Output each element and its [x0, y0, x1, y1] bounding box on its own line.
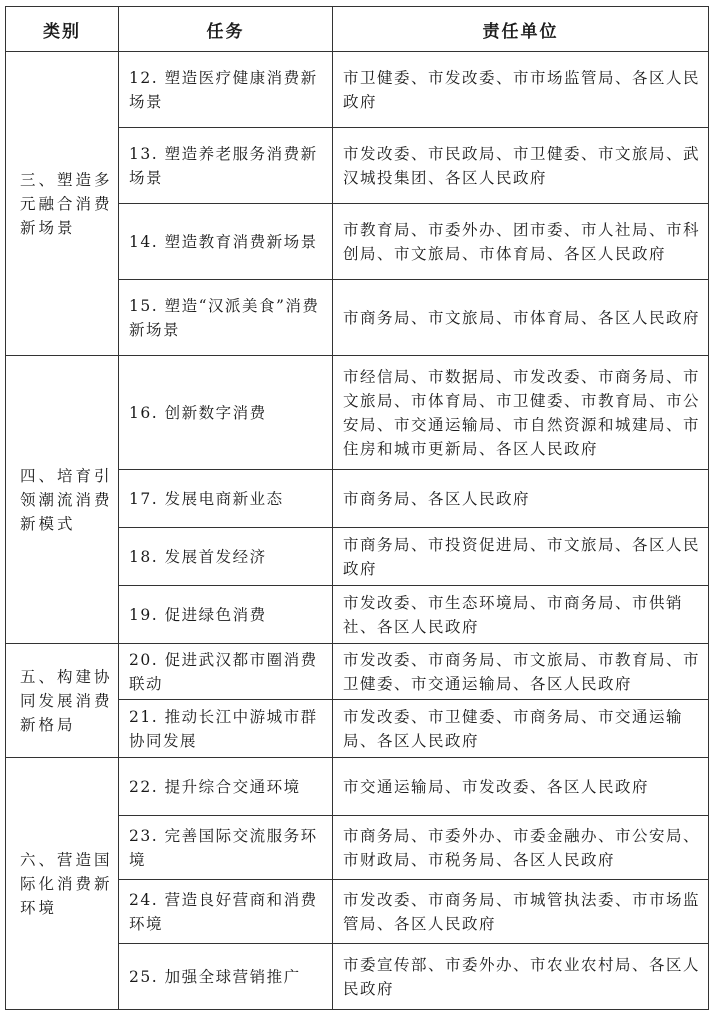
- task-cell: 13. 塑造养老服务消费新场景: [119, 128, 333, 204]
- unit-cell: 市卫健委、市发改委、市市场监管局、各区人民政府: [333, 52, 709, 128]
- header-category: 类别: [6, 7, 119, 52]
- unit-cell: 市经信局、市数据局、市发改委、市商务局、市文旅局、市体育局、市卫健委、市教育局、市公安局、市交通运输局、市自然资源和城建局、市住房和城市更新局、各区人民政府: [333, 356, 709, 470]
- task-cell: 18. 发展首发经济: [119, 528, 333, 586]
- task-cell: 21. 推动长江中游城市群协同发展: [119, 700, 333, 758]
- unit-cell: 市委宣传部、市委外办、市农业农村局、各区人民政府: [333, 944, 709, 1010]
- category-cell: 六、营造国际化消费新环境: [6, 758, 119, 1010]
- unit-cell: 市发改委、市商务局、市城管执法委、市市场监管局、各区人民政府: [333, 880, 709, 944]
- unit-cell: 市商务局、市委外办、市委金融办、市公安局、市财政局、市税务局、各区人民政府: [333, 816, 709, 880]
- task-cell: 20. 促进武汉都市圈消费联动: [119, 644, 333, 700]
- table-row: [6, 758, 709, 816]
- responsibility-table: [5, 6, 709, 1010]
- header-task: 任务: [119, 7, 333, 52]
- task-cell: 12. 塑造医疗健康消费新场景: [119, 52, 333, 128]
- unit-cell: 市商务局、市文旅局、市体育局、各区人民政府: [333, 280, 709, 356]
- table-row: [6, 644, 709, 700]
- unit-cell: 市发改委、市民政局、市卫健委、市文旅局、武汉城投集团、各区人民政府: [333, 128, 709, 204]
- table-header-row: [6, 7, 709, 52]
- header-unit: 责任单位: [333, 7, 709, 52]
- unit-cell: 市发改委、市卫健委、市商务局、市交通运输局、各区人民政府: [333, 700, 709, 758]
- unit-cell: 市发改委、市生态环境局、市商务局、市供销社、各区人民政府: [333, 586, 709, 644]
- task-cell: 23. 完善国际交流服务环境: [119, 816, 333, 880]
- unit-cell: 市商务局、市投资促进局、市文旅局、各区人民政府: [333, 528, 709, 586]
- table-row: [6, 52, 709, 128]
- category-cell: 三、塑造多元融合消费新场景: [6, 52, 119, 356]
- task-cell: 15. 塑造“汉派美食”消费新场景: [119, 280, 333, 356]
- task-cell: 25. 加强全球营销推广: [119, 944, 333, 1010]
- task-cell: 16. 创新数字消费: [119, 356, 333, 470]
- task-cell: 17. 发展电商新业态: [119, 470, 333, 528]
- task-cell: 24. 营造良好营商和消费环境: [119, 880, 333, 944]
- unit-cell: 市交通运输局、市发改委、各区人民政府: [333, 758, 709, 816]
- unit-cell: 市教育局、市委外办、团市委、市人社局、市科创局、市文旅局、市体育局、各区人民政府: [333, 204, 709, 280]
- table-row: [6, 356, 709, 470]
- task-cell: 19. 促进绿色消费: [119, 586, 333, 644]
- unit-cell: 市商务局、各区人民政府: [333, 470, 709, 528]
- unit-cell: 市发改委、市商务局、市文旅局、市教育局、市卫健委、市交通运输局、各区人民政府: [333, 644, 709, 700]
- task-cell: 14. 塑造教育消费新场景: [119, 204, 333, 280]
- task-cell: 22. 提升综合交通环境: [119, 758, 333, 816]
- category-cell: 五、构建协同发展消费新格局: [6, 644, 119, 758]
- category-cell: 四、培育引领潮流消费新模式: [6, 356, 119, 644]
